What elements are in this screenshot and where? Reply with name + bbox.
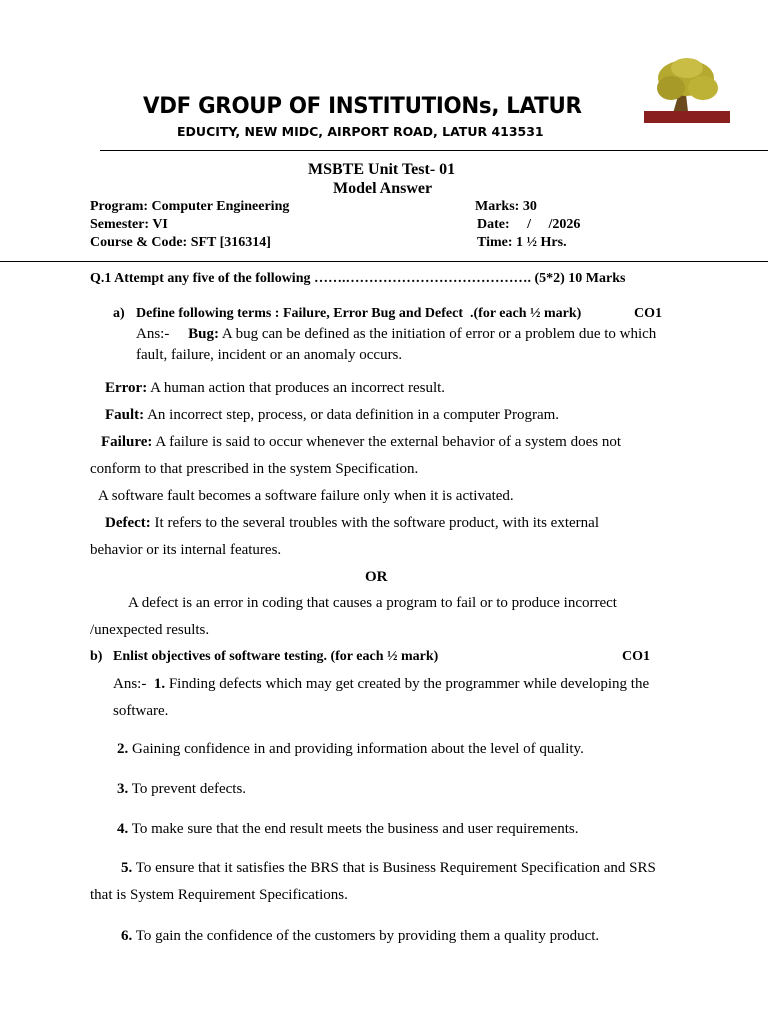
test-title: MSBTE Unit Test- 01 [308,161,456,178]
bug-text-continued: fault, failure, incident or an anomaly occurs. [136,347,403,363]
defect-alt-definition: A defect is an error in coding that causes a program to fail or to produce incorrect [128,595,617,611]
fault-text: An incorrect step, process, or data definition in a computer Program. [144,407,560,423]
course-info: Course & Code: SFT [316314] [90,235,271,250]
error-term: Error: [105,380,148,396]
institution-address: EDUCITY, NEW MIDC, AIRPORT ROAD, LATUR 413531 [177,124,544,139]
defect-term: Defect: [105,515,151,531]
program-info: Program: Computer Engineering [90,199,290,214]
objective-text: To gain the confidence of the customers by providing them a quality product. [132,928,600,944]
test-subtitle: Model Answer [333,180,433,197]
question-b-co: CO1 [622,649,650,664]
objective-item [117,781,246,798]
answer-prefix: Ans:- [113,676,147,692]
foundation-logo [641,56,733,126]
objective-text: To prevent defects. [128,781,247,797]
objective-item [121,860,656,877]
error-text: A human action that produces an incorrect result. [147,380,446,396]
error-definition [105,380,445,397]
header-divider [100,150,768,151]
objective-number: 2. [117,741,129,757]
question-a-co: CO1 [634,306,662,321]
fault-definition [105,407,559,424]
question-heading: Q.1 Attempt any five of the following …….…………………………………. (5*2) 10 Marks [90,271,626,286]
objective-text: To ensure that it satisfies the BRS that is Business Requirement Specification and SRS [132,860,656,876]
fault-term: Fault: [105,407,145,423]
question-b-label: b) [90,649,103,664]
semester-info: Semester: VI [90,217,168,232]
objective-item [117,821,578,838]
question-b-text: Enlist objectives of software testing. (for each ½ mark) [113,649,439,664]
defect-definition [105,515,599,532]
question-a-text: Define following terms : Failure, Error Bug and Defect .(for each ½ mark) [136,306,582,321]
defect-alt-continued: /unexpected results. [90,622,210,638]
objective-number: 3. [117,781,129,797]
fault-failure-note: A software fault becomes a software failure only when it is activated. [98,488,514,504]
date-info: Date: / /2026 [477,217,581,232]
time-info: Time: 1 ½ Hrs. [477,235,567,250]
bug-text: A bug can be defined as the initiation of error or a problem due to which [218,326,657,342]
objective-number: 1. [153,676,166,692]
info-divider [0,261,768,262]
failure-definition [101,434,621,451]
objective-text: Gaining confidence in and providing information about the level of quality. [128,741,584,757]
question-a-label: a) [113,306,125,321]
objective-text: Finding defects which may get created by the programmer while developing the [165,676,650,692]
objective-number: 4. [117,821,129,837]
or-separator: OR [365,569,388,585]
objective-item [113,676,649,693]
objective-text-continued: software. [113,703,169,719]
marks-info: Marks: 30 [475,199,537,214]
objective-number: 5. [121,860,133,876]
defect-text: It refers to the several troubles with the software product, with its external [150,515,599,531]
objective-item [121,928,599,945]
failure-term: Failure: [101,434,153,450]
institution-name: VDF GROUP OF INSTITUTIONs, LATUR [143,94,582,119]
objective-number: 6. [121,928,133,944]
answer-prefix: Ans:- [136,326,170,342]
objective-text-continued: that is System Requirement Specifications. [90,887,348,903]
objective-item [117,741,584,758]
failure-text-continued: conform to that prescribed in the system Specification. [90,461,419,477]
bug-definition [136,326,656,343]
bug-term: Bug: [188,326,219,342]
defect-text-continued: behavior or its internal features. [90,542,282,558]
failure-text: A failure is said to occur whenever the external behavior of a system does not [152,434,621,450]
objective-text: To make sure that the end result meets the business and user requirements. [128,821,579,837]
